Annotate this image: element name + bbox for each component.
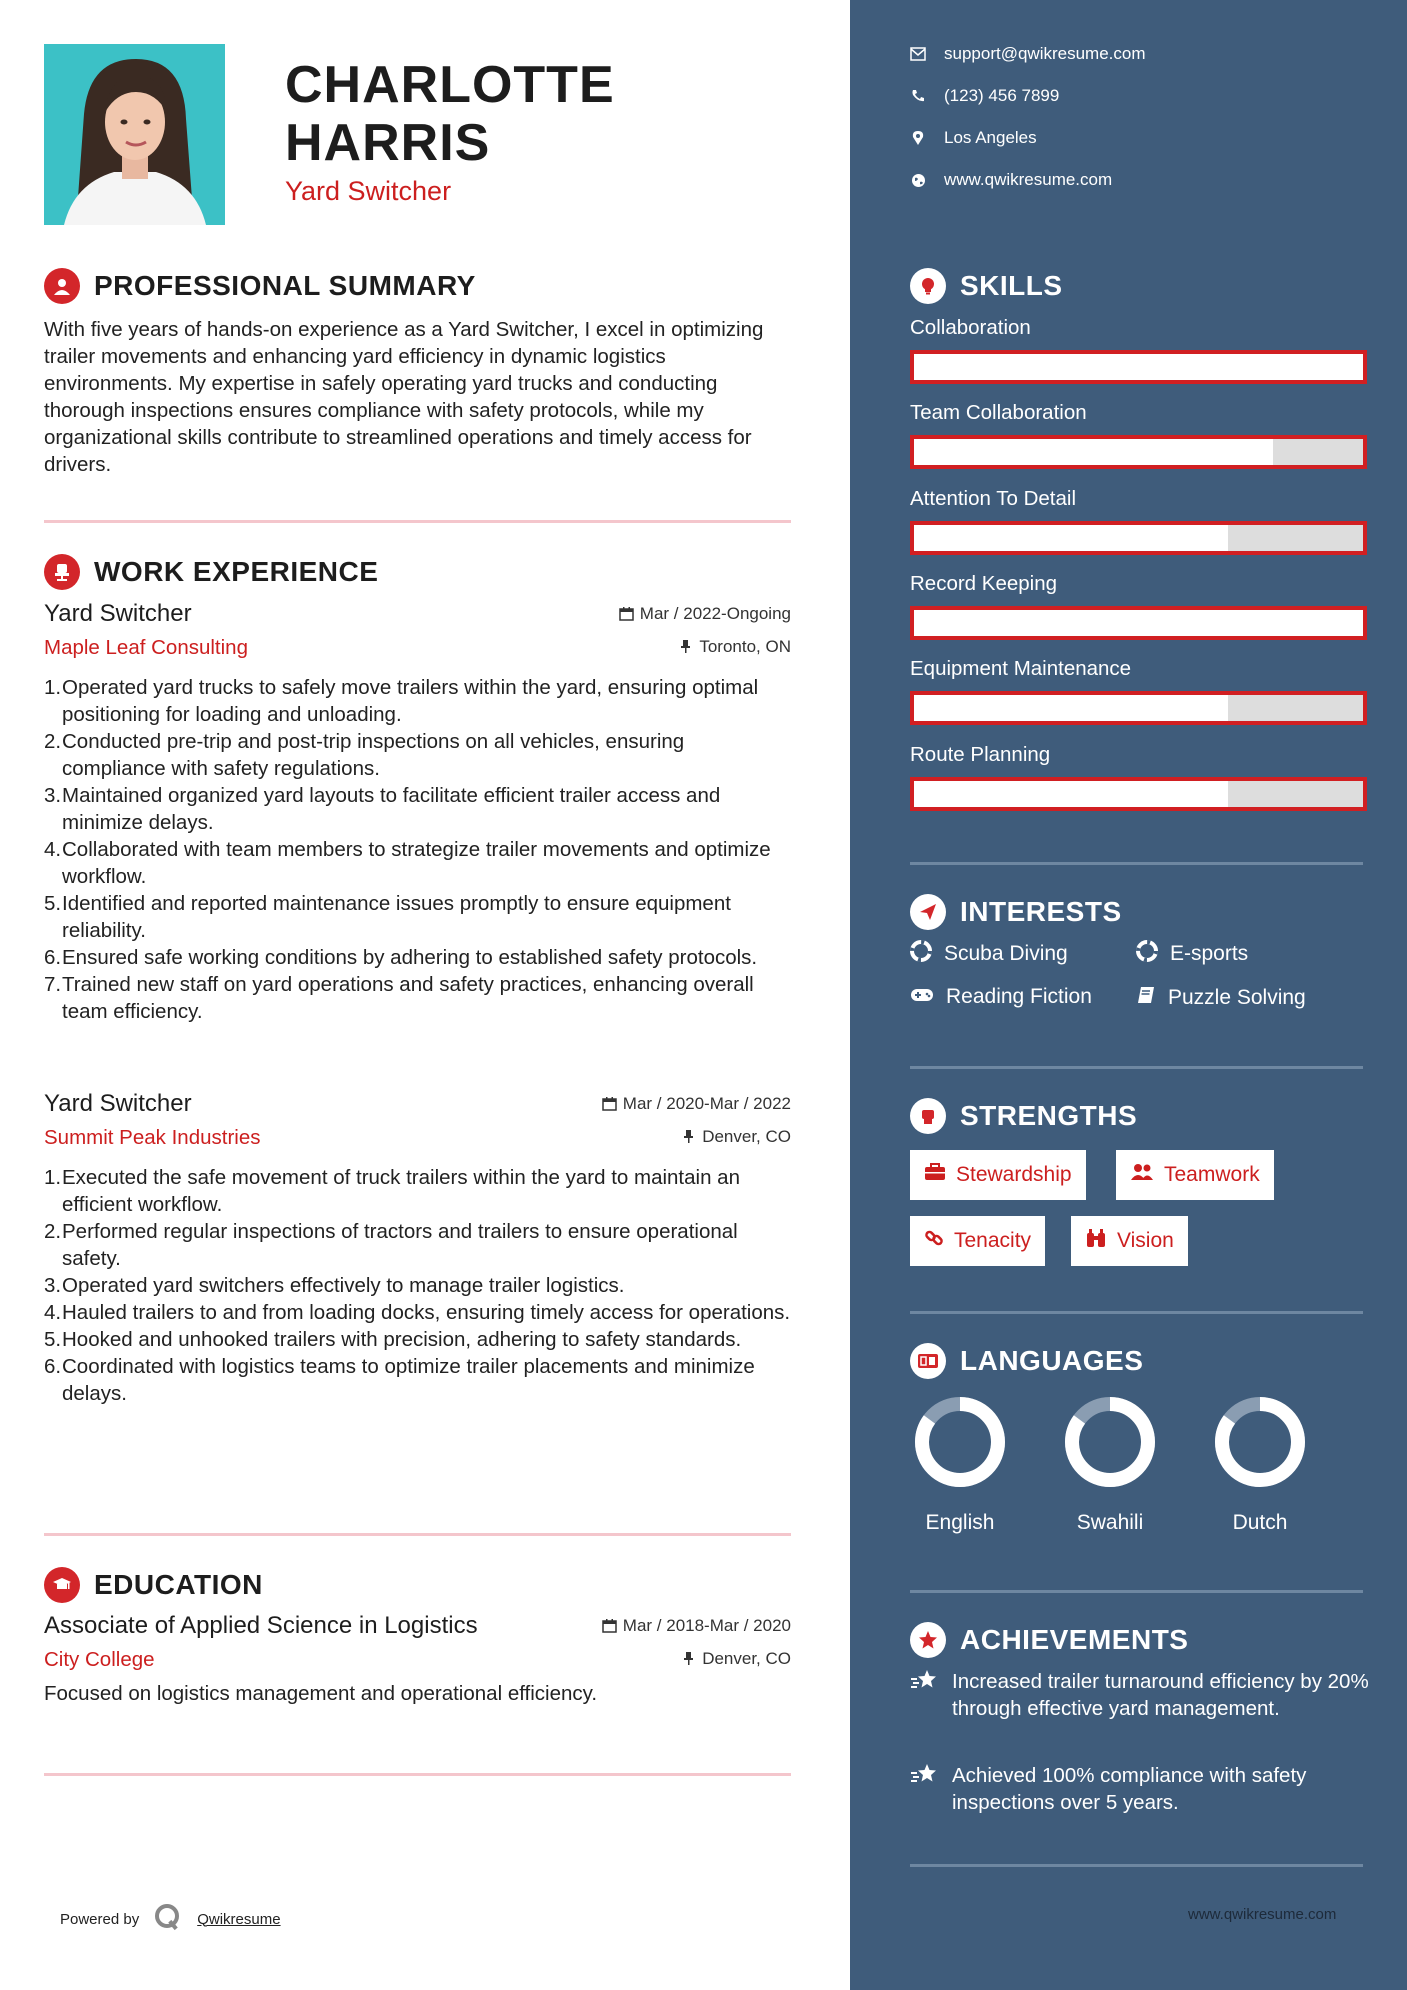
job-date: Mar / 2022-Ongoing (619, 604, 791, 624)
achievement-item: Increased trailer turnaround efficiency by 20% through effective yard management. (910, 1668, 1370, 1722)
list-item: 2.Conducted pre-trip and post-trip inspections on all vehicles, ensuring compliance with safety regulations. (44, 730, 685, 780)
achievement-item: Achieved 100% compliance with safety inspections over 5 years. (910, 1762, 1370, 1816)
life-ring-icon (1136, 940, 1158, 968)
education-location: Denver, CO (681, 1649, 791, 1669)
job-company: Summit Peak Industries (44, 1126, 261, 1149)
skill-item: Equipment Maintenance (910, 657, 1367, 725)
skill-bar-fill (914, 354, 1363, 380)
job-company: Maple Leaf Consulting (44, 636, 248, 659)
user-icon (44, 268, 80, 304)
skill-item: Record Keeping (910, 572, 1367, 640)
fist-icon (910, 1098, 946, 1134)
experience-header (44, 554, 378, 590)
skill-bar-fill (914, 439, 1273, 465)
languages-title: LANGUAGES (960, 1345, 1144, 1376)
language-item: Swahili (1050, 1392, 1170, 1535)
job-date: Mar / 2020-Mar / 2022 (602, 1094, 791, 1114)
footer-website-link[interactable]: www.qwikresume.com (1188, 1906, 1337, 1923)
graduation-icon (44, 1567, 80, 1603)
summary-title: PROFESSIONAL SUMMARY (94, 270, 476, 301)
map-marker-icon (910, 130, 926, 146)
education-description: Focused on logistics management and operational efficiency. (44, 1682, 598, 1705)
list-item: 4.Collaborated with team members to strategize trailer movements and optimize workflow. (44, 838, 771, 888)
skill-bar-fill (914, 781, 1228, 807)
skill-bar (910, 606, 1367, 640)
language-ring (900, 1392, 1020, 1492)
calendar-icon (619, 606, 634, 621)
list-item: 5.Identified and reported maintenance issues promptly to ensure equipment reliability. (44, 892, 731, 942)
candidate-name (285, 56, 825, 172)
language-ring (1050, 1392, 1170, 1492)
job-duties (44, 1164, 791, 1407)
section-divider (44, 1533, 791, 1536)
list-item: 6.Coordinated with logistics teams to optimize trailer placements and minimize delays. (44, 1355, 755, 1405)
language-ring (1200, 1392, 1320, 1492)
skills-header (910, 268, 1063, 304)
education-title: EDUCATION (94, 1569, 263, 1600)
job-location: Toronto, ON (678, 637, 791, 657)
translate-icon (910, 1343, 946, 1379)
contact-email[interactable]: support@qwikresume.com (910, 44, 1146, 64)
list-item: 2.Performed regular inspections of tractors and trailers to ensure operational safety. (44, 1220, 738, 1270)
qwikresume-logo-icon (153, 1902, 183, 1936)
phone-icon (910, 88, 926, 104)
list-item: 1.Executed the safe movement of truck trailers within the yard to maintain an efficient workflow. (44, 1166, 740, 1216)
strengths-title: STRENGTHS (960, 1100, 1138, 1131)
section-divider (44, 520, 791, 523)
contact-website[interactable]: www.qwikresume.com (910, 170, 1112, 190)
degree-title: Associate of Applied Science in Logistics (44, 1612, 478, 1639)
skill-bar (910, 777, 1367, 811)
experience-title: WORK EXPERIENCE (94, 556, 379, 587)
section-divider (910, 1311, 1363, 1314)
profile-photo (44, 44, 225, 225)
strength-badge: Teamwork (1116, 1150, 1274, 1200)
calendar-icon (602, 1618, 617, 1633)
skill-bar (910, 350, 1367, 384)
list-item: 5.Hooked and unhooked trailers with precision, adhering to safety standards. (44, 1328, 742, 1351)
qwikresume-link[interactable]: Qwikresume (197, 1910, 281, 1928)
paper-plane-icon (910, 894, 946, 930)
strength-badge: Stewardship (910, 1150, 1086, 1200)
interest-item: Scuba Diving (910, 940, 1068, 968)
job-location: Denver, CO (681, 1127, 791, 1147)
languages-header (910, 1343, 1143, 1379)
skill-item: Team Collaboration (910, 401, 1367, 469)
skill-bar (910, 691, 1367, 725)
education-entry (44, 1612, 791, 1706)
pin-icon (678, 639, 693, 654)
skill-item: Route Planning (910, 743, 1367, 811)
globe-icon (910, 172, 926, 188)
skill-bar (910, 521, 1367, 555)
skill-item: Attention To Detail (910, 487, 1367, 555)
job-entry-1 (44, 600, 791, 1025)
star-icon (910, 1762, 940, 1816)
achievements-header (910, 1622, 1188, 1658)
job-title: Yard Switcher (44, 600, 192, 627)
contact-phone[interactable]: (123) 456 7899 (910, 86, 1059, 106)
language-item: English (900, 1392, 1020, 1535)
envelope-icon (910, 46, 926, 62)
achievements-title: ACHIEVEMENTS (960, 1624, 1189, 1655)
powered-by: Powered by Qwikresume (60, 1902, 281, 1936)
lightbulb-icon (910, 268, 946, 304)
star-icon (910, 1668, 940, 1722)
sidebar (850, 0, 1407, 1990)
interest-item: Reading Fiction (910, 985, 1092, 1009)
skill-bar-fill (914, 525, 1228, 551)
interests-title: INTERESTS (960, 896, 1122, 927)
skill-item: Collaboration (910, 316, 1367, 384)
summary-text: With five years of hands-on experience as a Yard Switcher, I excel in optimizing trailer movements and enhancing yard efficiency in dynamic logistics environments. My expertise in safely operating yard trucks and conducting thorough inspections ensures compliance with safety protocols, while my organizational skills contribute to streamlined operations and timely access for drivers. (44, 318, 764, 476)
pin-icon (681, 1129, 696, 1144)
gamepad-icon (910, 985, 934, 1009)
education-date: Mar / 2018-Mar / 2020 (602, 1616, 791, 1636)
calendar-icon (602, 1096, 617, 1111)
section-divider (910, 1864, 1363, 1867)
language-item: Dutch (1200, 1392, 1320, 1535)
strengths-header (910, 1098, 1137, 1134)
pin-icon (681, 1651, 696, 1666)
list-item: 3.Operated yard switchers effectively to manage trailer logistics. (44, 1274, 625, 1297)
interests-header (910, 894, 1122, 930)
users-icon (1130, 1163, 1154, 1187)
name-line-1: CHARLOTTE (285, 56, 615, 114)
list-item: 4.Hauled trailers to and from loading docks, ensuring timely access for operations. (44, 1301, 791, 1324)
star-badge-icon (910, 1622, 946, 1658)
job-entry-2 (44, 1090, 791, 1407)
summary-header (44, 268, 476, 304)
job-title: Yard Switcher (44, 1090, 192, 1117)
candidate-role: Yard Switcher (285, 176, 452, 206)
contact-location: Los Angeles (910, 128, 1037, 148)
briefcase-icon (924, 1163, 946, 1187)
section-divider (910, 1590, 1363, 1593)
list-item: 6.Ensured safe working conditions by adhering to established safety protocols. (44, 946, 758, 969)
job-duties (44, 674, 791, 1025)
education-header (44, 1567, 263, 1603)
strength-badge: Tenacity (910, 1216, 1045, 1266)
section-divider (910, 862, 1363, 865)
skill-bar-fill (914, 695, 1228, 721)
skills-title: SKILLS (960, 270, 1063, 301)
book-icon (1136, 985, 1156, 1011)
section-divider (44, 1773, 791, 1776)
skill-bar-fill (914, 610, 1363, 636)
section-divider (910, 1066, 1363, 1069)
list-item: 7.Trained new staff on yard operations and safety practices, enhancing overall team efficiency. (44, 973, 754, 1023)
binoculars-icon (1085, 1228, 1107, 1254)
school-name: City College (44, 1648, 155, 1671)
strength-badge: Vision (1071, 1216, 1188, 1266)
name-line-2: HARRIS (285, 114, 491, 172)
life-ring-icon (910, 940, 932, 968)
link-icon (924, 1228, 944, 1254)
skill-bar (910, 435, 1367, 469)
list-item: 1.Operated yard trucks to safely move trailers within the yard, ensuring optimal positioning for loading and unloading. (44, 676, 759, 726)
list-item: 3.Maintained organized yard layouts to facilitate efficient trailer access and minimize delays. (44, 784, 721, 834)
interest-item: Puzzle Solving (1136, 985, 1306, 1011)
interest-item: E-sports (1136, 940, 1248, 968)
chair-icon (44, 554, 80, 590)
